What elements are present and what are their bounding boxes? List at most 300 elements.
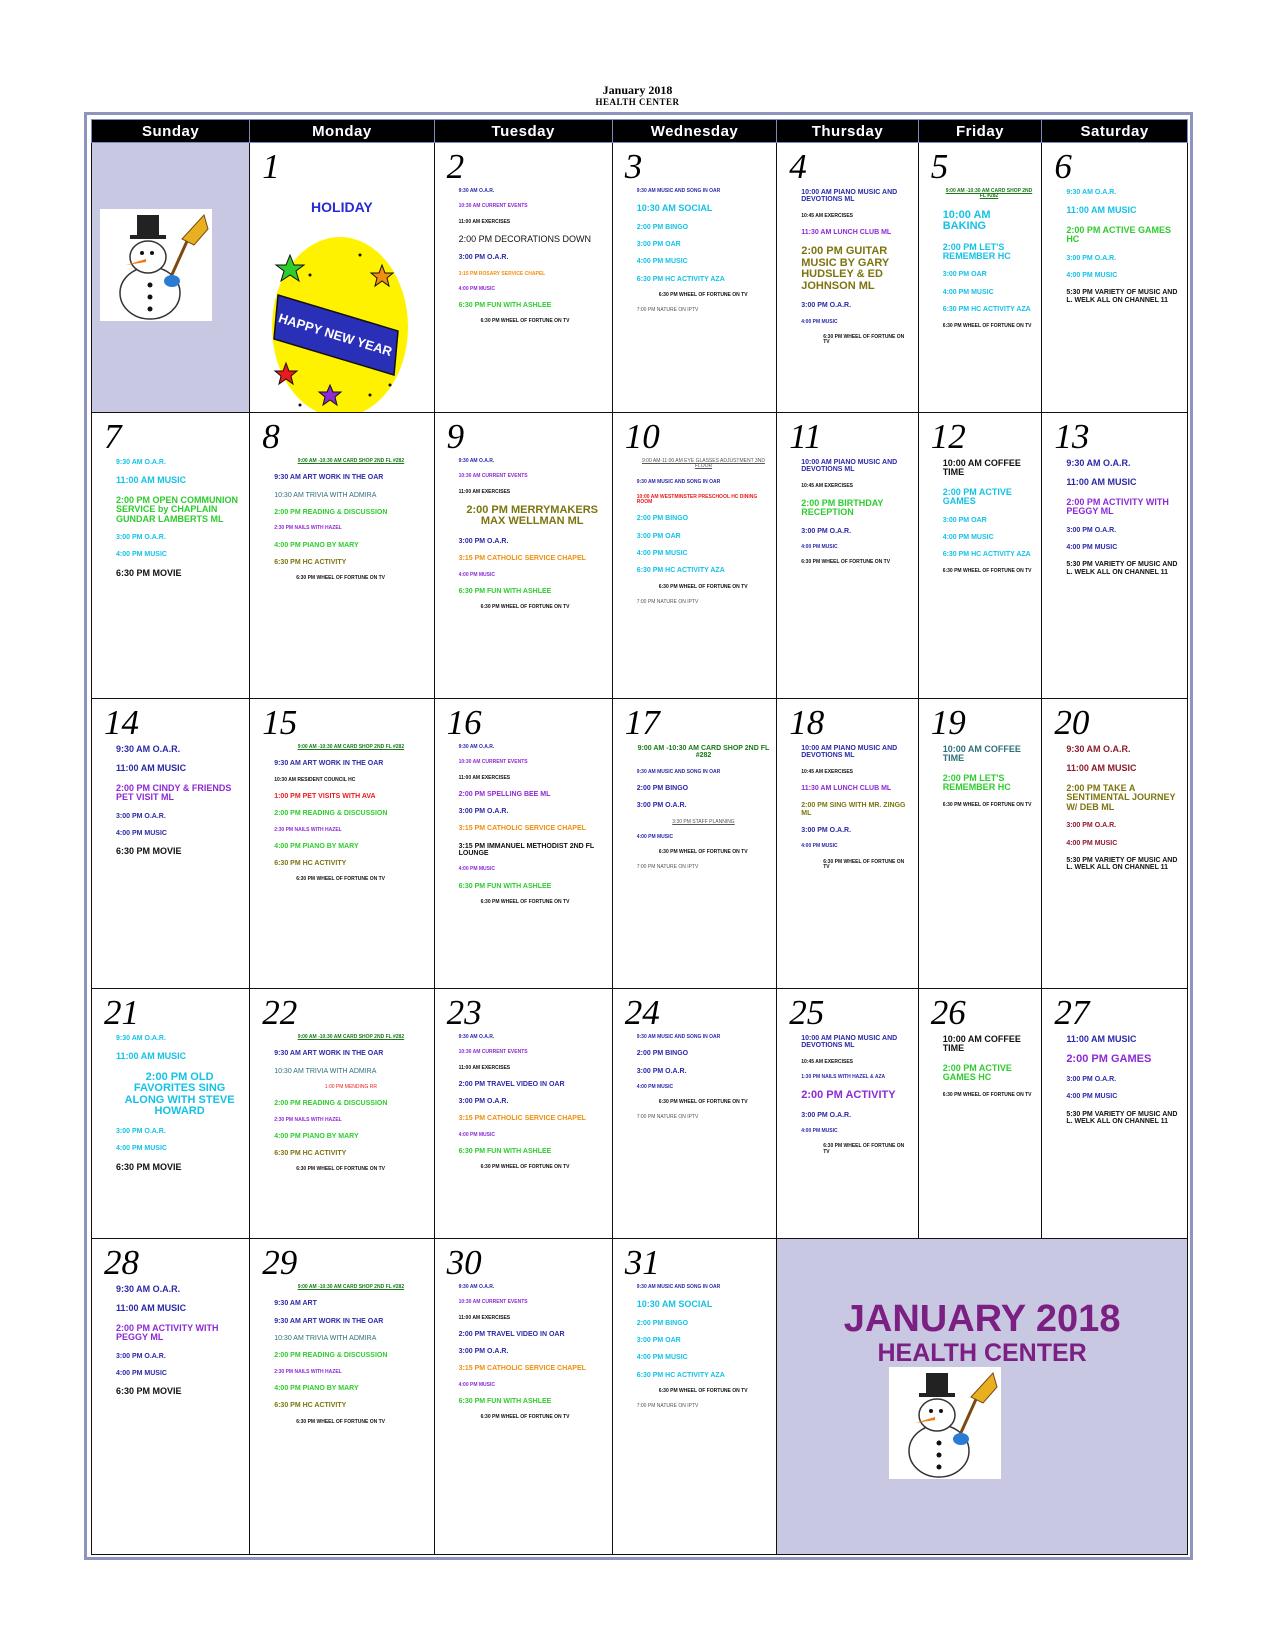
day-cell — [250, 143, 434, 413]
event-list — [613, 455, 777, 605]
event-item: 6:30 PM MOVIE — [116, 846, 182, 857]
event-item: 10:30 AM SOCIAL — [636, 203, 713, 214]
event-item: 3:30 PM STAFF PLANNING — [672, 818, 735, 825]
day-number: 1 — [262, 147, 280, 186]
event-item: 2:00 PM GUITAR MUSIC BY GARY HUDSLEY & ED JOHNSON ML — [801, 245, 890, 292]
event-item: 6:30 PM WHEEL OF FORTUNE ON TV — [823, 858, 905, 870]
event-list — [250, 1281, 433, 1425]
event-item: 6:30 PM WHEEL OF FORTUNE ON TV — [296, 575, 386, 582]
event-item: 6:30 PM WHEEL OF FORTUNE ON TV — [942, 322, 1032, 329]
event-item: 3:00 PM O.A.R. — [1066, 822, 1117, 830]
event-item: 6:30 PM WHEEL OF FORTUNE ON TV — [480, 1414, 570, 1421]
event-list — [1042, 1031, 1187, 1125]
day-number: 28 — [104, 1243, 139, 1282]
event-item: 11:00 AM MUSIC — [1066, 477, 1137, 488]
event-item: 4:00 PM MUSIC — [942, 288, 994, 296]
event-item: 6:30 PM WHEEL OF FORTUNE ON TV — [296, 1166, 386, 1173]
event-item: 6:30 PM WHEEL OF FORTUNE ON TV — [942, 567, 1032, 574]
page-title: January 2018 — [602, 83, 673, 97]
event-item: 6:30 PM WHEEL OF FORTUNE ON TV — [480, 318, 570, 325]
event-item: 5:30 PM VARIETY OF MUSIC AND L. WELK ALL ON CHANNEL 11 — [1066, 561, 1178, 576]
day-cell — [1042, 699, 1188, 989]
event-item: 4:00 PM MUSIC — [801, 318, 838, 325]
event-item: 10:45 AM EXERCISES — [801, 1058, 854, 1065]
day-number: 30 — [446, 1243, 482, 1282]
promo-banner — [777, 1299, 1187, 1367]
event-item: 2:30 PM NAILS WITH HAZEL — [274, 1368, 342, 1375]
event-item: 1:30 PM NAILS WITH HAZEL & AZA — [801, 1073, 886, 1080]
day-number: 10 — [624, 417, 660, 456]
event-item: 4:00 PM MUSIC — [942, 534, 994, 542]
event-item: 6:30 PM FUN WITH ASHLEE — [458, 882, 552, 890]
event-item: 10:30 AM TRIVIA WITH ADMIRA — [274, 1067, 377, 1075]
event-item: 6:30 PM FUN WITH ASHLEE — [458, 302, 552, 310]
event-item: 7:00 PM NATURE ON IPTV — [636, 864, 699, 871]
event-item: 6:30 PM HC ACTIVITY — [274, 558, 347, 566]
promo-month: JANUARY 2018 — [843, 1298, 1121, 1340]
event-item: 9:30 AM ART WORK IN THE OAR — [274, 1317, 384, 1325]
event-item: 9:30 AM O.A.R. — [1066, 189, 1117, 196]
event-item: 11:00 AM MUSIC — [1066, 1034, 1137, 1044]
event-item: 9:30 AM ART WORK IN THE OAR — [274, 760, 384, 768]
event-item: 6:30 PM HC ACTIVITY — [274, 1402, 347, 1410]
day-number: 23 — [446, 993, 482, 1032]
day-number: 21 — [104, 993, 139, 1032]
day-number: 20 — [1054, 703, 1090, 742]
event-item: 6:30 PM WHEEL OF FORTUNE ON TV — [658, 292, 748, 299]
event-list — [1042, 185, 1187, 304]
event-list — [613, 185, 777, 314]
event-list — [92, 1281, 249, 1397]
day-number: 11 — [789, 417, 822, 456]
day-number: 4 — [789, 147, 807, 186]
event-item: 3:00 PM OAR — [636, 241, 681, 249]
day-number: 19 — [930, 703, 966, 742]
event-list — [919, 1031, 1042, 1098]
event-item: 3:00 PM O.A.R. — [458, 537, 509, 545]
event-item: 3:15 PM CATHOLIC SERVICE CHAPEL — [458, 555, 586, 563]
event-item: 1:00 PM MENDING RR — [324, 1083, 378, 1090]
day-number: 5 — [930, 147, 949, 186]
event-item: 6:30 PM WHEEL OF FORTUNE ON TV — [942, 801, 1032, 808]
event-list — [919, 455, 1042, 574]
snowman-icon — [889, 1367, 1001, 1479]
event-item: 9:30 AM ART WORK IN THE OAR — [274, 474, 384, 482]
event-item: 6:30 PM WHEEL OF FORTUNE ON TV — [480, 604, 570, 611]
day-cell — [918, 143, 1042, 413]
event-list — [613, 1281, 777, 1410]
empty-day-cell — [92, 143, 250, 413]
event-list — [613, 1031, 777, 1121]
day-number: 6 — [1054, 147, 1072, 186]
day-cell — [612, 413, 777, 699]
weekday-saturday: Saturday — [1042, 120, 1188, 143]
event-item: 2:00 PM BINGO — [636, 784, 689, 792]
event-item: 3:15 PM IMMANUEL METHODIST 2ND FL LOUNGE — [458, 842, 595, 858]
event-item: 4:00 PM MUSIC — [636, 549, 688, 557]
event-list — [777, 185, 917, 346]
event-item: 10:45 AM EXERCISES — [801, 212, 854, 219]
event-item: 11:00 AM MUSIC — [116, 475, 187, 486]
event-item: 4:00 PM MUSIC — [1066, 1093, 1118, 1101]
event-list — [435, 741, 612, 905]
event-item: 9:30 AM MUSIC AND SONG IN OAR — [636, 478, 721, 485]
event-item: 4:00 PM PIANO BY MARY — [274, 842, 359, 850]
day-cell — [434, 413, 612, 699]
weekday-thursday: Thursday — [777, 120, 918, 143]
week-row — [92, 989, 1188, 1239]
event-item: 5:30 PM VARIETY OF MUSIC AND L. WELK ALL ON CHANNEL 11 — [1066, 289, 1178, 304]
week-row — [92, 699, 1188, 989]
event-item: 2:00 PM BINGO — [636, 1050, 689, 1058]
event-item: 2:00 PM READING & DISCUSSION — [274, 508, 388, 516]
event-item: 6:30 PM WHEEL OF FORTUNE ON TV — [823, 334, 905, 346]
event-item: 10:30 AM CURRENT EVENTS — [458, 473, 528, 480]
event-item: 11:00 AM MUSIC — [116, 1051, 187, 1062]
event-list — [435, 1281, 612, 1421]
promo-center: HEALTH CENTER — [877, 1339, 1087, 1367]
event-item: 9:30 AM O.A.R. — [116, 744, 181, 754]
event-list — [613, 741, 777, 871]
event-item: 6:30 PM FUN WITH ASHLEE — [458, 587, 552, 595]
event-item: 3:00 PM O.A.R. — [116, 812, 166, 820]
event-item: 2:00 PM GAMES — [1066, 1053, 1152, 1066]
day-number: 13 — [1054, 417, 1090, 456]
day-number: 15 — [262, 703, 298, 742]
event-item: 4:00 PM MUSIC — [458, 285, 496, 292]
event-item: 10:30 AM CURRENT EVENTS — [458, 203, 528, 210]
event-item: 5:30 PM VARIETY OF MUSIC AND L. WELK ALL ON CHANNEL 11 — [1066, 856, 1178, 872]
event-item: 6:30 PM WHEEL OF FORTUNE ON TV — [658, 1099, 748, 1106]
event-item: 10:00 AM WESTMINSTER PRESCHOOL HC DINING ROOM — [636, 493, 758, 505]
week-row — [92, 143, 1188, 413]
day-number: 27 — [1054, 993, 1090, 1032]
event-item: 11:00 AM EXERCISES — [458, 774, 511, 781]
event-item: 2:00 PM TRAVEL VIDEO IN OAR — [458, 1080, 565, 1088]
event-item: 3:00 PM O.A.R. — [458, 1098, 509, 1106]
event-item: 9:30 AM O.A.R. — [458, 744, 495, 750]
event-item: 4:00 PM MUSIC — [116, 551, 167, 559]
event-item: 7:00 PM NATURE ON IPTV — [636, 307, 699, 314]
event-item: 6:30 PM WHEEL OF FORTUNE ON TV — [823, 1143, 905, 1155]
day-cell — [434, 143, 612, 413]
event-item: 9:30 AM O.A.R. — [458, 458, 495, 464]
weekday-sunday: Sunday — [92, 120, 250, 143]
event-item: 7:00 PM NATURE ON IPTV — [636, 598, 699, 605]
event-item: 4:00 PM MUSIC — [636, 833, 674, 840]
event-item: 3:00 PM OAR — [942, 516, 987, 524]
event-item: 10:00 AM PIANO MUSIC AND DEVOTIONS ML — [801, 1035, 898, 1050]
event-item: 7:00 PM NATURE ON IPTV — [636, 1114, 699, 1121]
event-item: 9:00 AM -10:30 AM CARD SHOP 2ND FL #282 — [297, 458, 405, 464]
weekday-friday: Friday — [918, 120, 1042, 143]
event-list — [92, 1031, 249, 1172]
event-item: 6:30 PM WHEEL OF FORTUNE ON TV — [480, 1164, 570, 1171]
event-item: 2:00 PM ACTIVE GAMES — [942, 486, 1012, 507]
day-number: 7 — [104, 417, 122, 456]
day-cell — [92, 1239, 250, 1555]
event-item: 3:00 PM O.A.R. — [801, 826, 852, 834]
event-item: 3:00 PM O.A.R. — [458, 254, 509, 262]
event-item: 3:00 PM OAR — [636, 532, 681, 540]
event-item: 6:30 PM HC ACTIVITY AZA — [636, 1371, 725, 1379]
event-list — [92, 741, 249, 857]
event-item: 3:00 PM O.A.R. — [1066, 1075, 1117, 1083]
event-item: 11:00 AM MUSIC — [1066, 205, 1137, 216]
event-item: 10:30 AM CURRENT EVENTS — [458, 759, 528, 766]
event-item: 2:00 PM BIRTHDAY RECEPTION — [801, 497, 884, 518]
event-item: 2:00 PM ACTIVITY — [801, 1089, 896, 1102]
day-cell — [612, 989, 777, 1239]
event-item: 2:00 PM TAKE A SENTIMENTAL JOURNEY W/ DEB ML — [1066, 782, 1176, 812]
event-item: 3:00 PM O.A.R. — [116, 1352, 166, 1360]
day-cell — [777, 699, 918, 989]
event-item: 2:00 PM ACTIVITY WITH PEGGY ML — [116, 1322, 219, 1343]
page-subtitle: HEALTH CENTER — [595, 97, 680, 107]
event-list — [919, 185, 1042, 329]
event-item: 2:00 PM MERRYMAKERS MAX WELLMAN ML — [466, 503, 598, 528]
event-item: 6:30 PM HC ACTIVITY AZA — [942, 551, 1031, 559]
day-number: 26 — [930, 993, 966, 1032]
event-item: 2:00 PM READING & DISCUSSION — [274, 1352, 388, 1360]
day-number: 24 — [624, 993, 660, 1032]
page-header — [0, 84, 1275, 107]
day-cell — [612, 699, 777, 989]
event-item: 9:00 AM -10:30 AM CARD SHOP 2ND FL #282 — [637, 745, 770, 760]
event-item: 6:30 PM WHEEL OF FORTUNE ON TV — [801, 559, 891, 566]
event-item: 9:00 AM -10:30 AM CARD SHOP 2ND FL #282 — [297, 744, 405, 750]
event-item: 2:00 PM ACTIVE GAMES HC — [942, 1062, 1012, 1083]
day-number: 8 — [262, 417, 280, 456]
event-list — [435, 455, 612, 610]
day-number: 16 — [446, 703, 482, 742]
event-item: 2:00 PM BINGO — [636, 515, 689, 523]
event-item: 2:30 PM NAILS WITH HAZEL — [274, 1116, 342, 1123]
day-cell — [250, 989, 434, 1239]
event-item: 11:00 AM EXERCISES — [458, 488, 511, 495]
day-cell — [92, 413, 250, 699]
event-list — [777, 455, 917, 566]
event-item: 4:00 PM PIANO BY MARY — [274, 541, 359, 549]
event-list — [435, 185, 612, 325]
event-item: 1:00 PM PET VISITS WITH AVA — [274, 792, 376, 800]
day-cell — [92, 989, 250, 1239]
event-item: 2:00 PM READING & DISCUSSION — [274, 810, 388, 818]
event-list — [777, 741, 917, 870]
event-item: 3:00 PM O.A.R. — [801, 302, 852, 310]
day-number: 29 — [262, 1243, 298, 1282]
event-item: 4:00 PM MUSIC — [116, 1145, 167, 1153]
event-item: 6:30 PM WHEEL OF FORTUNE ON TV — [296, 1418, 386, 1425]
event-item: 3:00 PM O.A.R. — [801, 1111, 852, 1119]
event-item: 2:00 PM SING WITH MR. ZINGG ML — [801, 802, 906, 817]
event-item: 6:30 PM HC ACTIVITY AZA — [636, 275, 725, 283]
day-cell — [918, 989, 1042, 1239]
event-item: 2:00 PM LET'S REMEMBER HC — [942, 241, 1011, 262]
event-item: 9:30 AM O.A.R. — [116, 1284, 181, 1294]
event-item: 9:30 AM O.A.R. — [1066, 458, 1131, 468]
event-item: 3:00 PM O.A.R. — [1066, 526, 1117, 534]
event-item: 9:30 AM O.A.R. — [116, 459, 166, 466]
event-item: 10:00 AM PIANO MUSIC AND DEVOTIONS ML — [801, 745, 898, 760]
weekday-monday: Monday — [250, 120, 434, 143]
event-item: 2:00 PM ACTIVE GAMES HC — [1066, 224, 1171, 245]
event-item: 9:30 AM MUSIC AND SONG IN OAR — [636, 188, 721, 194]
day-cell — [434, 699, 612, 989]
event-list — [250, 741, 433, 883]
day-number: 31 — [624, 1243, 660, 1282]
event-item: 6:30 PM WHEEL OF FORTUNE ON TV — [658, 583, 748, 590]
event-item: 3:00 PM O.A.R. — [636, 1067, 687, 1075]
event-item: 10:30 AM CURRENT EVENTS — [458, 1049, 528, 1056]
day-cell — [92, 699, 250, 989]
event-item: 6:30 PM WHEEL OF FORTUNE ON TV — [296, 876, 386, 883]
event-item: 10:45 AM EXERCISES — [801, 768, 854, 775]
event-item: 3:00 PM OAR — [636, 1337, 681, 1345]
event-item: 2:00 PM OLD FAVORITES SING ALONG WITH STEVE HOWARD — [124, 1070, 235, 1118]
event-item: 9:30 AM MUSIC AND SONG IN OAR — [636, 1034, 721, 1040]
event-item: 4:00 PM MUSIC — [636, 1354, 688, 1362]
week-row — [92, 1239, 1188, 1555]
event-item: 2:30 PM NAILS WITH HAZEL — [274, 826, 342, 833]
event-item: 4:00 PM MUSIC — [801, 544, 838, 551]
event-item: 10:00 AM BAKING — [942, 208, 991, 233]
event-list — [777, 1031, 917, 1155]
day-number: 2 — [446, 147, 465, 186]
weekday-header-row — [92, 120, 1188, 143]
event-item: 9:00 AM -10:30 AM CARD SHOP 2ND FL #282 — [945, 188, 1033, 200]
event-list — [919, 741, 1042, 808]
calendar-frame — [84, 112, 1193, 1560]
event-item: 9:30 AM O.A.R. — [116, 1035, 166, 1042]
event-item: 4:00 PM MUSIC — [1066, 272, 1118, 279]
event-list — [1042, 455, 1187, 576]
day-cell — [612, 1239, 777, 1555]
event-item: 3:15 PM CATHOLIC SERVICE CHAPEL — [458, 1365, 586, 1373]
event-item: 2:00 PM BINGO — [636, 223, 689, 231]
event-item: 2:30 PM NAILS WITH HAZEL — [274, 525, 342, 532]
day-cell — [612, 143, 777, 413]
day-number: 17 — [624, 703, 660, 742]
banner-text: HAPPY NEW YEAR — [276, 310, 395, 360]
event-item: 3:00 PM O.A.R. — [1066, 254, 1117, 262]
event-item: 9:30 AM ART WORK IN THE OAR — [274, 1050, 384, 1058]
event-item: 9:30 AM O.A.R. — [458, 188, 495, 194]
event-item: 6:30 PM WHEEL OF FORTUNE ON TV — [658, 849, 748, 856]
event-item: 10:30 AM TRIVIA WITH ADMIRA — [274, 491, 377, 499]
day-cell — [250, 699, 434, 989]
event-item: 9:30 AM O.A.R. — [458, 1034, 495, 1040]
event-item: 2:00 PM OPEN COMMUNION SERVICE by CHAPLAIN GUNDAR LAMBERTS ML — [116, 494, 239, 524]
event-item: 7:00 PM NATURE ON IPTV — [636, 1403, 699, 1410]
event-item: 11:30 AM LUNCH CLUB ML — [801, 228, 892, 236]
day-cell — [918, 413, 1042, 699]
promo-cell — [777, 1239, 1188, 1555]
calendar-grid — [91, 119, 1188, 1555]
event-item: 6:30 PM HC ACTIVITY AZA — [636, 567, 725, 575]
weekday-wednesday: Wednesday — [612, 120, 777, 143]
event-list — [1042, 741, 1187, 872]
event-item: 6:30 PM FUN WITH ASHLEE — [458, 1148, 552, 1156]
event-item: 11:00 AM MUSIC — [1066, 763, 1137, 774]
event-list — [92, 455, 249, 578]
day-cell — [777, 413, 918, 699]
event-item: 3:00 PM OAR — [942, 271, 987, 279]
day-number: 12 — [930, 417, 966, 456]
event-item: 10:00 AM COFFEE TIME — [942, 744, 1021, 764]
event-item: 11:00 AM EXERCISES — [458, 218, 511, 225]
event-item: 4:00 PM MUSIC — [801, 1128, 838, 1135]
day-cell — [1042, 413, 1188, 699]
event-list — [435, 1031, 612, 1171]
day-number: 9 — [446, 417, 465, 456]
event-item: 2:00 PM DECORATIONS DOWN — [458, 233, 591, 244]
event-item: 3:00 PM O.A.R. — [636, 802, 687, 810]
event-item: 2:00 PM CINDY & FRIENDS PET VISIT ML — [116, 782, 232, 803]
day-cell — [1042, 143, 1188, 413]
event-item: 11:30 AM LUNCH CLUB ML — [801, 784, 892, 792]
event-item: 2:00 PM SPELLING BEE ML — [458, 790, 551, 798]
day-number: 18 — [789, 703, 825, 742]
event-item: 6:30 PM MOVIE — [116, 567, 182, 578]
event-item: 4:00 PM MUSIC — [458, 571, 496, 578]
event-item: 10:00 AM PIANO MUSIC AND DEVOTIONS ML — [801, 189, 898, 204]
event-item: 4:00 PM MUSIC — [636, 1083, 674, 1090]
event-item: 4:00 PM MUSIC — [636, 258, 688, 266]
day-number: 3 — [624, 147, 643, 186]
event-item: 4:00 PM PIANO BY MARY — [274, 1384, 359, 1392]
event-list — [250, 1031, 433, 1173]
event-item: 3:15 PM CATHOLIC SERVICE CHAPEL — [458, 1115, 586, 1123]
event-item: 6:30 PM MOVIE — [116, 1386, 182, 1397]
event-item: 4:00 PM MUSIC — [1066, 544, 1118, 552]
event-item: 3:15 PM ROSARY SERVICE CHAPEL — [458, 270, 546, 277]
event-item: 4:00 PM MUSIC — [116, 1370, 167, 1378]
event-item: 9:00 AM -10:30 AM CARD SHOP 2ND FL #282 — [297, 1034, 405, 1040]
event-item: 6:30 PM FUN WITH ASHLEE — [458, 1398, 552, 1406]
day-number: 14 — [104, 703, 139, 742]
event-item: 3:00 PM O.A.R. — [116, 534, 166, 542]
day-cell — [1042, 989, 1188, 1239]
event-item: 9:30 AM O.A.R. — [458, 1284, 495, 1290]
event-item: 2:00 PM LET'S REMEMBER HC — [942, 772, 1011, 793]
event-item: 6:30 PM HC ACTIVITY AZA — [942, 306, 1031, 314]
holiday-label: HOLIDAY — [311, 199, 373, 215]
event-item: 6:30 PM HC ACTIVITY — [274, 1150, 347, 1158]
event-item: 11:00 AM EXERCISES — [458, 1064, 511, 1071]
day-cell — [777, 143, 918, 413]
day-cell — [250, 1239, 434, 1555]
event-item: 4:00 PM MUSIC — [458, 1381, 496, 1388]
day-cell — [434, 989, 612, 1239]
event-item: 6:30 PM WHEEL OF FORTUNE ON TV — [480, 899, 570, 906]
event-item: 4:00 PM MUSIC — [458, 1131, 496, 1138]
event-item: 4:00 PM MUSIC — [458, 866, 496, 873]
event-item: 2:00 PM ACTIVITY WITH PEGGY ML — [1066, 496, 1169, 517]
event-item: 4:00 PM MUSIC — [1066, 839, 1118, 847]
event-item: 9:30 AM O.A.R. — [1066, 744, 1131, 754]
weekday-tuesday: Tuesday — [434, 120, 612, 143]
event-item: 10:30 AM CURRENT EVENTS — [458, 1299, 528, 1306]
event-item: 3:00 PM O.A.R. — [116, 1127, 166, 1135]
event-item: 9:00 AM -10:30 AM CARD SHOP 2ND FL #282 — [297, 1284, 405, 1290]
day-number: 22 — [262, 993, 298, 1032]
event-item: 6:30 PM WHEEL OF FORTUNE ON TV — [942, 1091, 1032, 1098]
snowman-icon — [100, 209, 212, 321]
event-item: 11:00 AM MUSIC — [116, 1303, 187, 1314]
event-item: 10:45 AM EXERCISES — [801, 482, 854, 489]
event-item: 9:30 AM MUSIC AND SONG IN OAR — [636, 768, 721, 775]
